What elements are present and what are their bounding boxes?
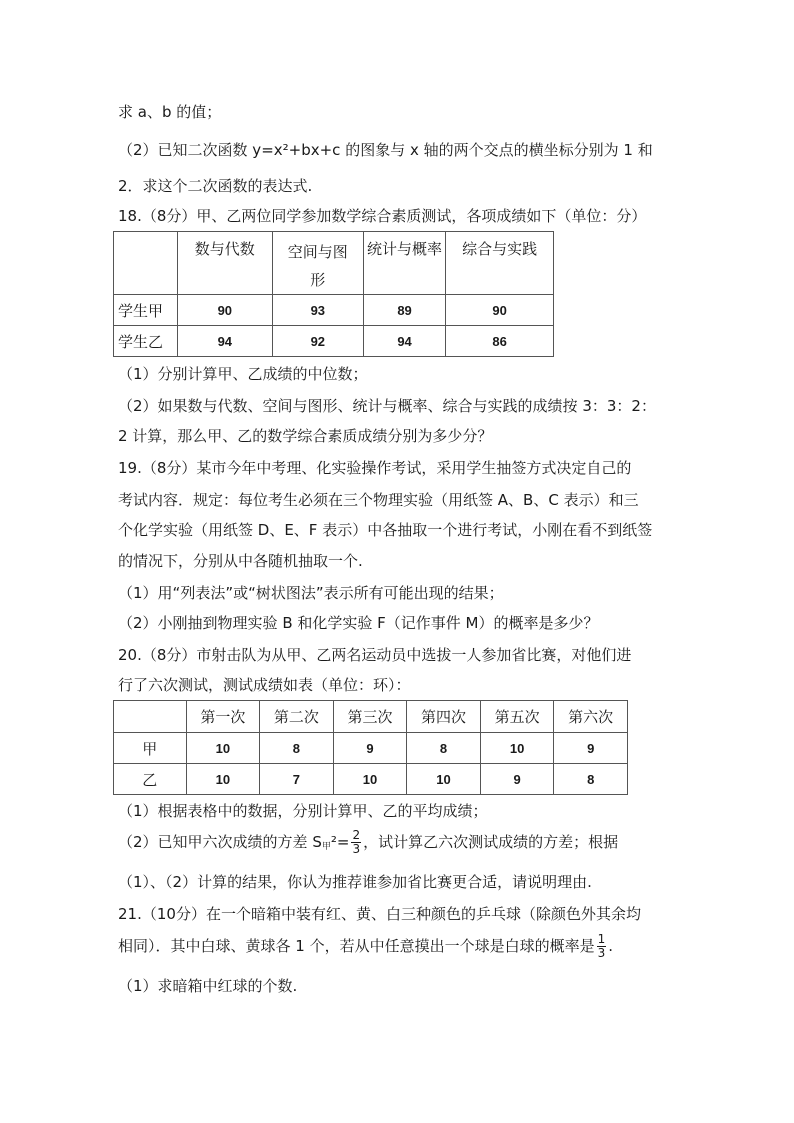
- table-header-cell: 第二次: [260, 701, 334, 733]
- q19-part-2: （2）小刚抽到物理实验 B 和化学实验 F（记作事件 M）的概率是多少？: [118, 614, 599, 632]
- table-row: [114, 326, 554, 357]
- score-cell: 89: [363, 295, 446, 326]
- q21-part-1: （1）求暗箱中红球的个数.: [118, 977, 298, 995]
- table-header-cell: 数与代数: [177, 232, 272, 295]
- q19-part-1: （1）用“列表法”或“树状图法”表示所有可能出现的结果；: [118, 584, 504, 602]
- score-cell: 8: [260, 733, 334, 764]
- score-cell: 8: [554, 764, 628, 795]
- score-cell: 9: [480, 764, 554, 795]
- q19-line-1: 19.（8分）某市今年中考理、化实验操作考试，采用学生抽签方式决定自己的: [118, 459, 632, 477]
- q19-line-4: 的情况下，分别从中各随机抽取一个.: [118, 552, 363, 570]
- q21-line-1: 21.（10分）在一个暗箱中装有红、黄、白三种颜色的乒乓球（除颜色外其余均: [118, 905, 641, 923]
- q18-part-2: （2）如果数与代数、空间与图形、统计与概率、综合与实践的成绩按 3：3：2：: [118, 397, 656, 415]
- row-label: 学生甲: [114, 295, 178, 326]
- score-cell: 90: [177, 295, 272, 326]
- q20-line-2: 行了六次测试，测试成绩如表（单位：环）：: [118, 676, 411, 694]
- table-header-cell: 空间与图 形: [272, 232, 363, 295]
- fraction-numerator: 1: [597, 932, 606, 946]
- score-cell: 86: [446, 326, 554, 357]
- q18-part-1: （1）分别计算甲、乙成绩的中位数；: [118, 365, 368, 383]
- table-header-cell: 第五次: [480, 701, 554, 733]
- q19-line-2: 考试内容．规定：每位考生必须在三个物理实验（用纸签 A、B、C 表示）和三: [118, 491, 639, 509]
- q21-line-2-end: .: [608, 937, 614, 955]
- table-header-cell: 第六次: [554, 701, 628, 733]
- table-header-cell: 第三次: [333, 701, 407, 733]
- q20-part-1: （1）根据表格中的数据，分别计算甲、乙的平均成绩；: [118, 802, 488, 820]
- table-corner-cell: [114, 232, 178, 295]
- score-cell: 9: [333, 733, 407, 764]
- variance-superscript: ²=: [330, 833, 350, 851]
- table-header-cell: 统计与概率: [363, 232, 446, 295]
- score-cell: 94: [177, 326, 272, 357]
- row-label: 学生乙: [114, 326, 178, 357]
- score-cell: 10: [407, 764, 481, 795]
- score-cell: 90: [446, 295, 554, 326]
- q21-line-2-text: 相同）．其中白球、黄球各 1 个，若从中任意摸出一个球是白球的概率是: [118, 937, 595, 955]
- q21-line-2: [118, 932, 613, 960]
- table-header-cell: 第四次: [407, 701, 481, 733]
- q20-part-2: [118, 828, 618, 861]
- q20-score-table: [113, 700, 628, 795]
- fraction-denominator: 3: [597, 946, 606, 960]
- table-row: [114, 295, 554, 326]
- fraction-one-third: [597, 933, 607, 960]
- score-cell: 10: [186, 733, 260, 764]
- fraction-numerator: 2: [352, 828, 361, 842]
- q18-score-table: [113, 231, 554, 357]
- q20-line-1: 20.（8分）市射击队为从甲、乙两名运动员中选拔一人参加省比赛，对他们进: [118, 646, 632, 664]
- score-cell: 10: [480, 733, 554, 764]
- q17-line-1: 求 a、b 的值；: [118, 103, 222, 121]
- q20-part-2-text-cont: ，试计算乙六次测试成绩的方差；根据: [363, 833, 619, 851]
- q20-part-2-text: （2）已知甲六次成绩的方差 S: [118, 833, 322, 851]
- variance-subscript: 甲: [321, 842, 331, 852]
- score-cell: 9: [554, 733, 628, 764]
- score-cell: 8: [407, 733, 481, 764]
- score-cell: 92: [272, 326, 363, 357]
- table-row: [114, 764, 628, 795]
- q20-part-3: （1）、（2）计算的结果，你认为推荐谁参加省比赛更合适，请说明理由.: [118, 873, 592, 891]
- table-corner-cell: [114, 701, 187, 733]
- score-cell: 10: [186, 764, 260, 795]
- row-label: 乙: [114, 764, 187, 795]
- table-row: [114, 733, 628, 764]
- fraction-two-thirds: [351, 829, 361, 856]
- score-cell: 7: [260, 764, 334, 795]
- score-cell: 10: [333, 764, 407, 795]
- table-header-cell: 综合与实践: [446, 232, 554, 295]
- fraction-denominator: 3: [352, 842, 361, 856]
- q17-line-3: 2．求这个二次函数的表达式.: [118, 177, 313, 195]
- q18-title: 18.（8分）甲、乙两位同学参加数学综合素质测试，各项成绩如下（单位：分）: [118, 207, 647, 225]
- q19-line-3: 个化学实验（用纸签 D、E、F 表示）中各抽取一个进行考试，小刚在看不到纸签: [118, 521, 653, 539]
- q18-part-2-cont: 2 计算，那么甲、乙的数学综合素质成绩分别为多少分？: [118, 427, 493, 445]
- score-cell: 93: [272, 295, 363, 326]
- table-header-cell: 第一次: [186, 701, 260, 733]
- score-cell: 94: [363, 326, 446, 357]
- row-label: 甲: [114, 733, 187, 764]
- q17-part-2: （2）已知二次函数 y=x²+bx+c 的图象与 x 轴的两个交点的横坐标分别为 1 和: [118, 141, 653, 159]
